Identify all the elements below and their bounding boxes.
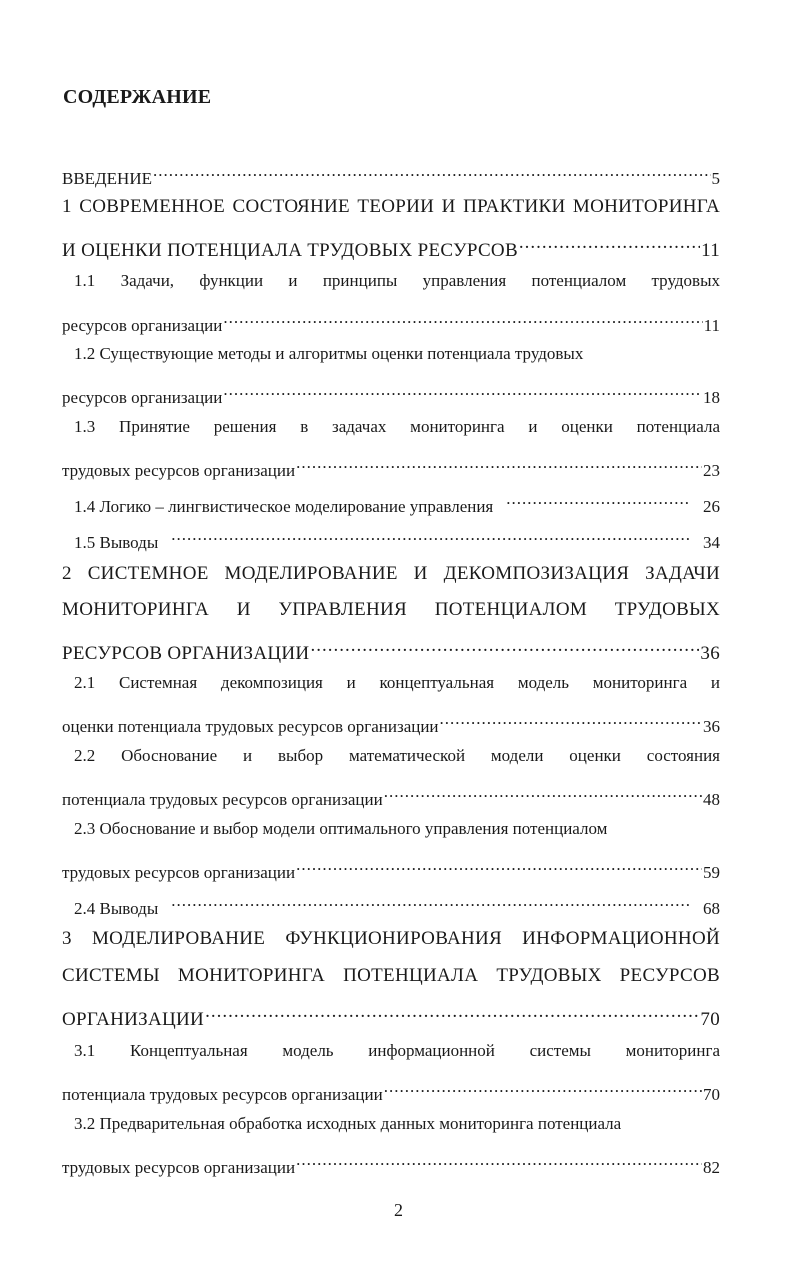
toc-entry-title: потенциала трудовых ресурсов организации bbox=[62, 790, 383, 809]
toc-leader-dots bbox=[159, 888, 690, 914]
toc-leader-dots bbox=[159, 522, 690, 548]
toc-leader-dots bbox=[223, 305, 702, 331]
toc-section-2-3-line-2[interactable] bbox=[62, 852, 720, 882]
toc-entry-title: И ОЦЕНКИ ПОТЕНЦИАЛА ТРУДОВЫХ РЕСУРСОВ bbox=[62, 240, 518, 261]
toc-section-1-2-line-1[interactable]: 1.2 Существующие методы и алгоритмы оценки потенциала трудовых bbox=[74, 344, 584, 363]
toc-chapter-2-line-2[interactable]: МОНИТОРИНГА И УПРАВЛЕНИЯ ПОТЕНЦИАЛОМ ТРУДОВЫХ bbox=[62, 599, 720, 620]
toc-leader-dots bbox=[296, 852, 702, 878]
toc-entry-title: трудовых ресурсов организации bbox=[62, 1158, 296, 1177]
toc-leader-dots bbox=[296, 1147, 702, 1173]
toc-section-1-4[interactable] bbox=[62, 486, 720, 516]
toc-chapter-3-line-2[interactable]: СИСТЕМЫ МОНИТОРИНГА ПОТЕНЦИАЛА ТРУДОВЫХ РЕСУРСОВ bbox=[62, 965, 720, 986]
toc-leader-dots bbox=[440, 706, 702, 732]
toc-section-1-2-line-2[interactable] bbox=[62, 377, 720, 407]
toc-section-3-2-line-1[interactable]: 3.2 Предварительная обработка исходных данных мониторинга потенциала bbox=[74, 1114, 622, 1133]
toc-entry-title: ресурсов организации bbox=[62, 388, 223, 407]
toc-entry-title: оценки потенциала трудовых ресурсов организации bbox=[62, 717, 439, 736]
toc-section-2-1-line-2[interactable] bbox=[62, 706, 720, 736]
toc-chapter-2-line-3[interactable] bbox=[62, 633, 720, 664]
toc-section-1-5[interactable] bbox=[62, 522, 720, 552]
toc-leader-dots bbox=[310, 633, 699, 659]
page-title: СОДЕРЖАНИЕ bbox=[63, 86, 212, 108]
toc-section-3-2-line-2[interactable] bbox=[62, 1147, 720, 1177]
toc-entry-title: трудовых ресурсов организации bbox=[62, 461, 296, 480]
toc-leader-dots bbox=[494, 486, 690, 512]
toc-page-number: 26 bbox=[703, 497, 720, 516]
toc-page-number: 68 bbox=[703, 899, 720, 918]
toc-page-number: 5 bbox=[711, 169, 720, 188]
toc-entry-title: трудовых ресурсов организации bbox=[62, 863, 296, 882]
toc-section-1-3-line-2[interactable] bbox=[62, 450, 720, 480]
toc-entry-title: ресурсов организации bbox=[62, 316, 223, 335]
toc-page-number: 23 bbox=[703, 461, 720, 480]
toc-section-3-1-line-1[interactable]: 3.1 Концептуальная модель информационной системы мониторинга bbox=[74, 1041, 720, 1060]
toc-entry-title: ВВЕДЕНИЕ bbox=[62, 169, 152, 188]
toc-chapter-1-line-2[interactable] bbox=[62, 230, 720, 261]
toc-entry-title: 1.5 Выводы bbox=[74, 533, 159, 552]
toc-page-number: 36 bbox=[703, 717, 720, 736]
toc-chapter-3-line-3[interactable] bbox=[62, 999, 720, 1030]
toc-section-2-2-line-2[interactable] bbox=[62, 779, 720, 809]
toc-leader-dots bbox=[296, 450, 702, 476]
toc-page-number: 48 bbox=[703, 790, 720, 809]
toc-section-1-1-line-1[interactable]: 1.1 Задачи, функции и принципы управления потенциалом трудовых bbox=[74, 271, 720, 290]
toc-chapter-2-line-1[interactable]: 2 СИСТЕМНОЕ МОДЕЛИРОВАНИЕ И ДЕКОМПОЗИЗАЦИЯ ЗАДАЧИ bbox=[62, 563, 720, 584]
toc-leader-dots bbox=[384, 779, 702, 805]
toc-page-number: 82 bbox=[703, 1158, 720, 1177]
toc-page-number: 34 bbox=[703, 533, 720, 552]
toc-entry-title: ОРГАНИЗАЦИИ bbox=[62, 1009, 205, 1030]
toc-section-2-3-line-1[interactable]: 2.3 Обоснование и выбор модели оптимального управления потенциалом bbox=[74, 819, 608, 838]
toc-section-1-1-line-2[interactable] bbox=[62, 305, 720, 335]
toc-entry-title: потенциала трудовых ресурсов организации bbox=[62, 1085, 383, 1104]
toc-page-number: 36 bbox=[700, 643, 720, 664]
toc-page-number: 11 bbox=[703, 316, 720, 335]
toc-page-number: 70 bbox=[703, 1085, 720, 1104]
toc-section-2-1-line-1[interactable]: 2.1 Системная декомпозиция и концептуальная модель мониторинга и bbox=[74, 673, 720, 692]
toc-entry-intro[interactable] bbox=[62, 158, 720, 188]
toc-leader-dots bbox=[384, 1074, 702, 1100]
toc-page-number: 59 bbox=[703, 863, 720, 882]
toc-chapter-1-line-1[interactable]: 1 СОВРЕМЕННОЕ СОСТОЯНИЕ ТЕОРИИ И ПРАКТИКИ МОНИТОРИНГА bbox=[62, 196, 720, 217]
toc-entry-title: 2.4 Выводы bbox=[74, 899, 159, 918]
toc-leader-dots bbox=[223, 377, 702, 403]
toc-page-number: 70 bbox=[700, 1009, 720, 1030]
toc-leader-dots bbox=[153, 158, 711, 184]
toc-leader-dots bbox=[205, 999, 699, 1025]
toc-section-1-3-line-1[interactable]: 1.3 Принятие решения в задачах мониторинга и оценки потенциала bbox=[74, 417, 720, 436]
toc-entry-title: РЕСУРСОВ ОРГАНИЗАЦИИ bbox=[62, 643, 310, 664]
toc-section-2-2-line-1[interactable]: 2.2 Обоснование и выбор математической модели оценки состояния bbox=[74, 746, 720, 765]
toc-chapter-3-line-1[interactable]: 3 МОДЕЛИРОВАНИЕ ФУНКЦИОНИРОВАНИЯ ИНФОРМАЦИОННОЙ bbox=[62, 928, 720, 949]
toc-page-number: 18 bbox=[703, 388, 720, 407]
page-number: 2 bbox=[394, 1200, 403, 1220]
toc-page-number: 11 bbox=[701, 240, 720, 261]
toc-entry-title: 1.4 Логико – лингвистическое моделирование управления bbox=[74, 497, 494, 516]
toc-section-2-4[interactable] bbox=[62, 888, 720, 918]
toc-section-3-1-line-2[interactable] bbox=[62, 1074, 720, 1104]
toc-leader-dots bbox=[519, 230, 700, 256]
